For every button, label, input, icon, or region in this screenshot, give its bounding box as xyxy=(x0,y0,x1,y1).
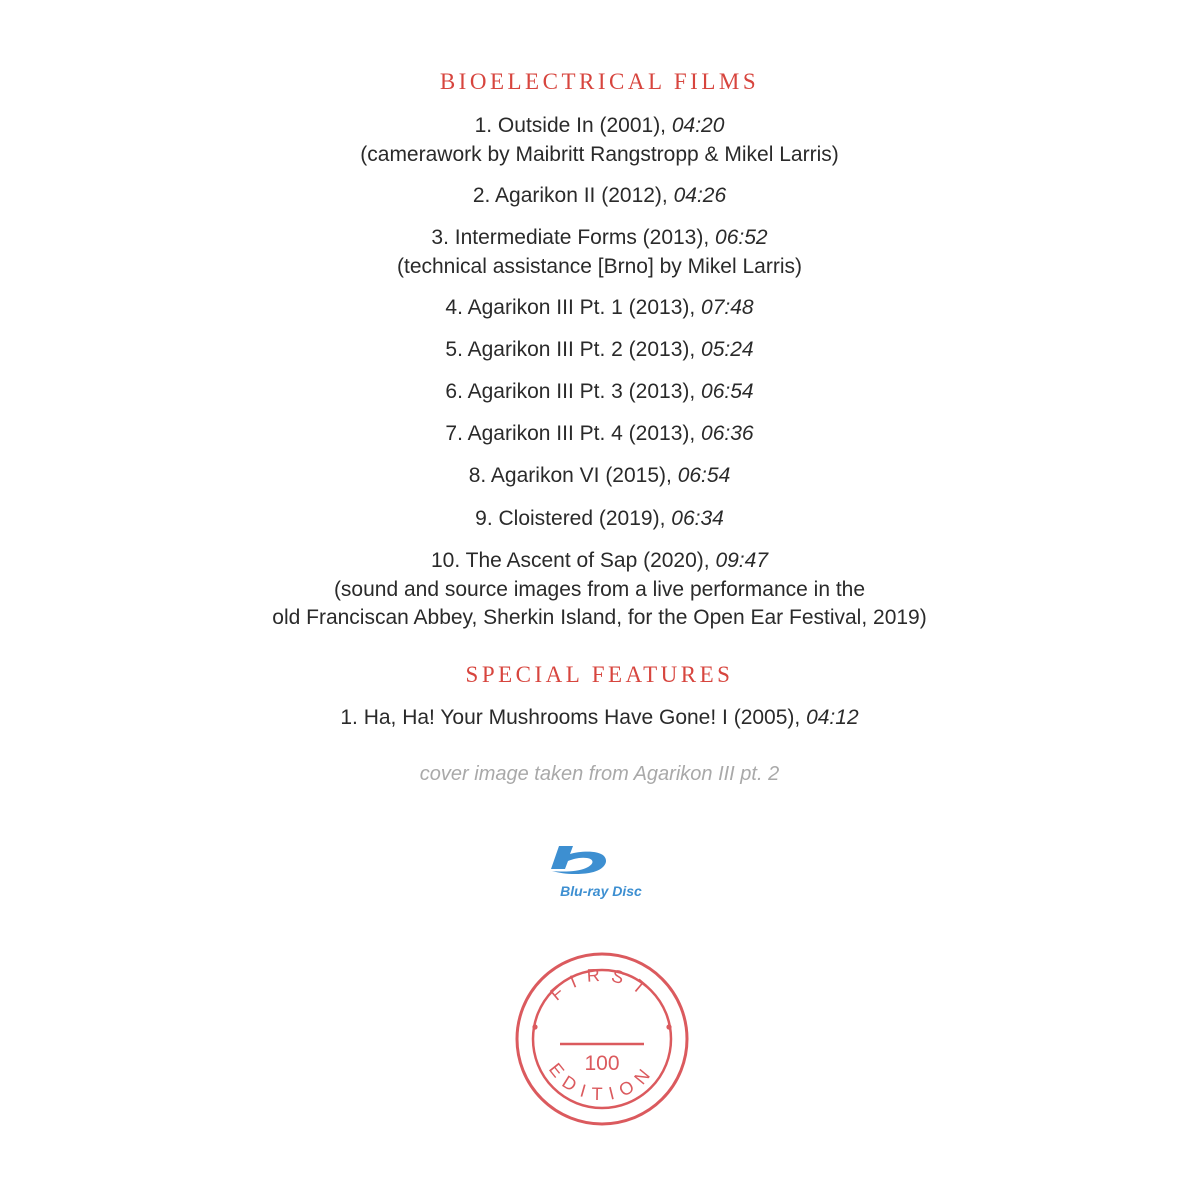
track-3 xyxy=(0,227,1199,248)
track-duration: 04:26 xyxy=(673,184,727,207)
track-1 xyxy=(0,115,1199,136)
track-10 xyxy=(0,550,1199,571)
track-duration: 06:54 xyxy=(677,464,731,487)
track-title: 4. Agarikon III Pt. 1 (2013), xyxy=(445,296,702,319)
section-heading-special-features: SPECIAL FEATURES xyxy=(465,662,734,687)
bluray-logo-text: Blu-ray Disc xyxy=(560,883,642,899)
track-duration: 07:48 xyxy=(701,296,754,319)
bluray-disc-icon xyxy=(540,838,662,902)
track-9 xyxy=(0,508,1199,529)
track-duration: 04:20 xyxy=(671,114,725,137)
track-title: 10. The Ascent of Sap (2020), xyxy=(430,549,716,572)
track-3-credit: (technical assistance [Brno] by Mikel Larris) xyxy=(397,255,802,278)
track-duration: 06:52 xyxy=(715,226,768,249)
track-title: 5. Agarikon III Pt. 2 (2013), xyxy=(445,338,702,361)
track-duration: 06:36 xyxy=(701,422,754,445)
section-heading-films: BIOELECTRICAL FILMS xyxy=(439,69,760,94)
track-title: 1. Ha, Ha! Your Mushrooms Have Gone! I (2005), xyxy=(340,706,807,729)
track-6 xyxy=(0,381,1199,402)
first-edition-stamp-icon xyxy=(514,951,690,1127)
track-title: 7. Agarikon III Pt. 4 (2013), xyxy=(445,422,702,445)
track-7 xyxy=(0,423,1199,444)
special-feature-1 xyxy=(0,707,1199,728)
track-duration: 04:12 xyxy=(806,706,859,729)
track-duration: 05:24 xyxy=(701,338,754,361)
stamp-number: 100 xyxy=(584,1052,620,1075)
track-title: 8. Agarikon VI (2015), xyxy=(468,464,678,487)
track-2 xyxy=(0,185,1199,206)
track-duration: 09:47 xyxy=(715,549,769,572)
track-title: 9. Cloistered (2019), xyxy=(475,507,672,530)
track-title: 1. Outside In (2001), xyxy=(474,114,672,137)
track-title: 2. Agarikon II (2012), xyxy=(472,184,674,207)
track-10-credit-continued: old Franciscan Abbey, Sherkin Island, for the Open Ear Festival, 2019) xyxy=(272,606,927,629)
stamp-top-text: FIRST xyxy=(546,964,658,1005)
track-8 xyxy=(0,465,1199,486)
track-title: 3. Intermediate Forms (2013), xyxy=(431,226,716,249)
cover-image-note: cover image taken from Agarikon III pt. 2 xyxy=(419,763,780,785)
track-1-credit: (camerawork by Maibritt Rangstropp & Mikel Larris) xyxy=(360,143,839,166)
stamp-bottom-text: EDITION xyxy=(545,1059,660,1105)
track-title: 6. Agarikon III Pt. 3 (2013), xyxy=(445,380,702,403)
track-5 xyxy=(0,339,1199,360)
track-duration: 06:54 xyxy=(701,380,754,403)
track-4 xyxy=(0,297,1199,318)
track-duration: 06:34 xyxy=(671,507,724,530)
track-10-credit: (sound and source images from a live performance in the xyxy=(333,578,866,601)
